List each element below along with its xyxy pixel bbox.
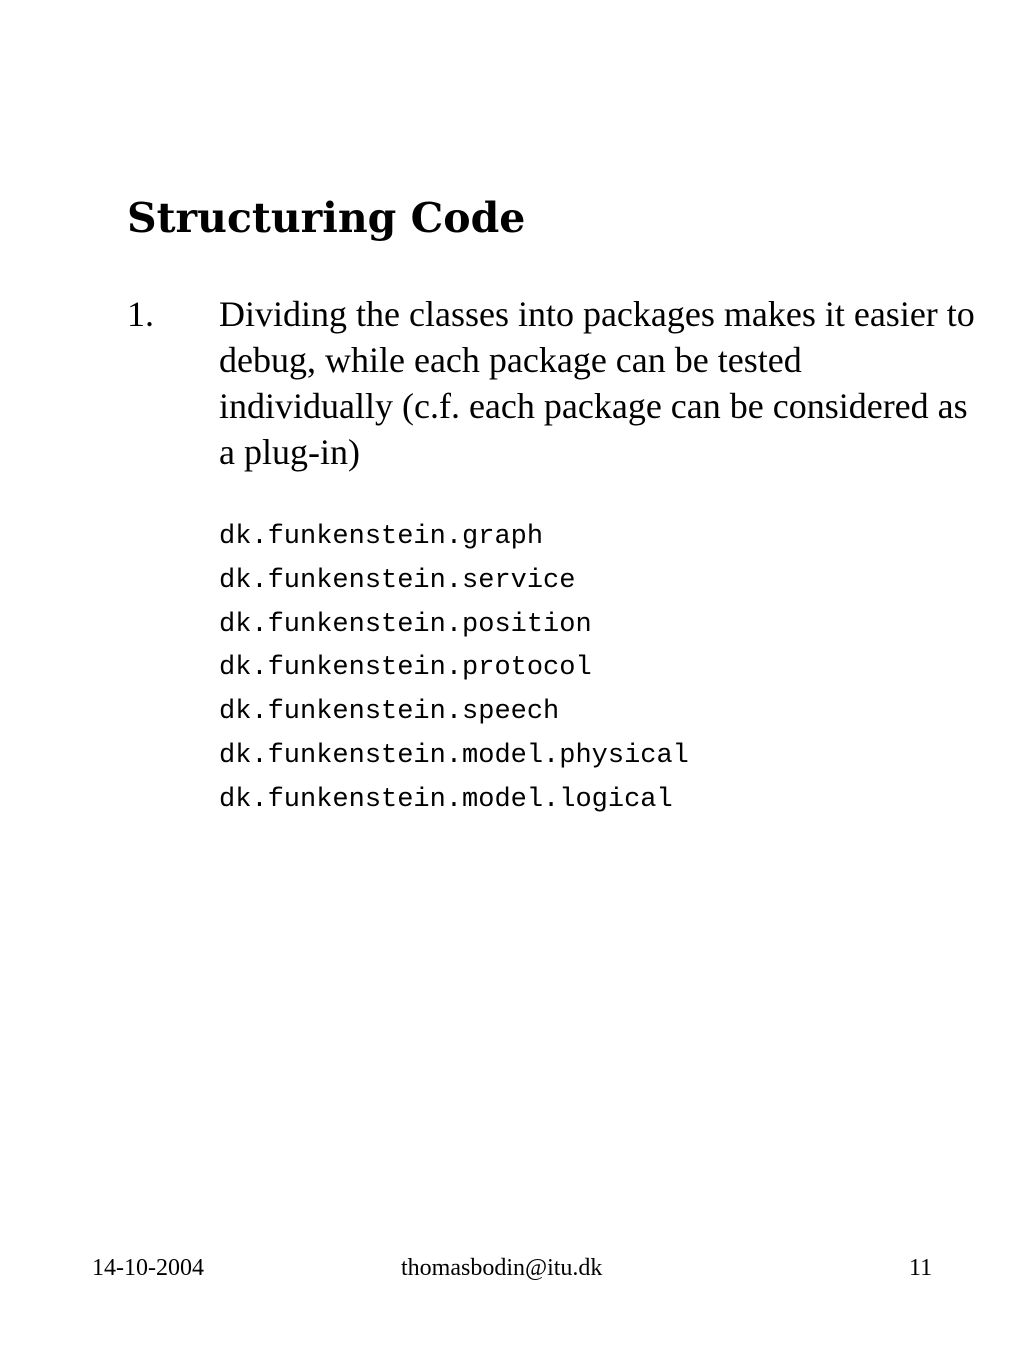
slide-title: Structuring Code	[127, 194, 526, 242]
list-item-text: Dividing the classes into packages makes it easier to debug, while each package can be tested individually (c.f. each package can be considered as a plug-in)	[219, 294, 975, 472]
footer-date: 14-10-2004	[92, 1255, 204, 1281]
package-name: dk.funkenstein.speech	[219, 697, 560, 728]
footer-email: thomasbodin@itu.dk	[401, 1255, 603, 1281]
package-name: dk.funkenstein.model.logical	[219, 784, 673, 815]
package-name: dk.funkenstein.graph	[219, 522, 544, 552]
package-name: dk.funkenstein.protocol	[219, 653, 592, 684]
package-name: dk.funkenstein.position	[219, 609, 592, 640]
package-name: dk.funkenstein.service	[219, 565, 576, 596]
package-list	[219, 516, 689, 823]
list-item-number: 1.	[127, 294, 154, 334]
footer-page-number: 11	[909, 1255, 933, 1281]
package-name: dk.funkenstein.model.physical	[219, 740, 689, 771]
